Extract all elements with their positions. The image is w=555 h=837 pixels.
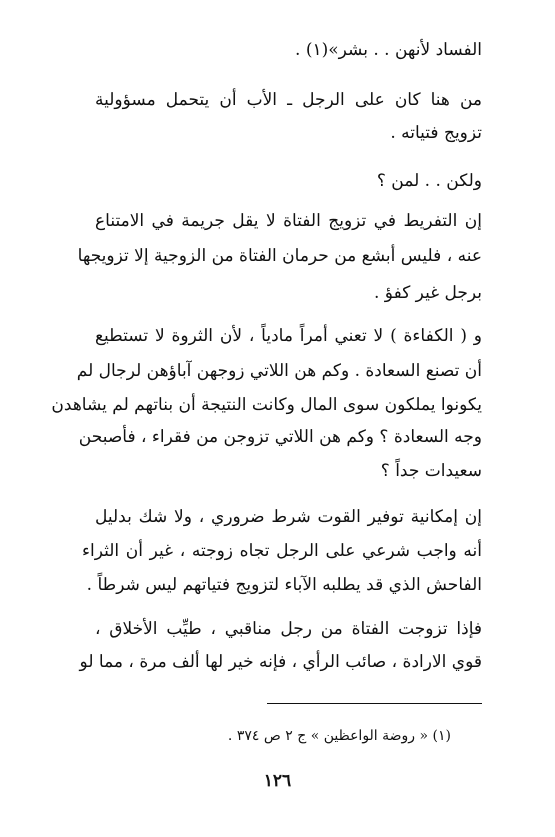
footnote-divider	[267, 703, 482, 704]
text-line: وجه السعادة ؟ وكم هن اللاتي تزوجن من فقراء ، فأصبحن	[78, 427, 482, 447]
text-line: قوي الارادة ، صائب الرأي ، فإنه خير لها ألف مرة ، مما لو	[79, 652, 482, 672]
text-line: أنه واجب شرعي على الرجل تجاه زوجته ، غير أن الثراء	[82, 541, 482, 561]
text-line: الفاحش الذي قد يطلبه الآباء لتزويج فتياتهم ليس شرطاً .	[86, 575, 482, 595]
text-line: الفساد لأنهن . . بشر»(١) .	[295, 40, 482, 60]
text-line: تزويج فتياته .	[390, 123, 482, 143]
text-line: أن تصنع السعادة . وكم هن اللاتي زوجهن آباؤهن لرجال لم	[76, 361, 482, 381]
text-line: إن التفريط في تزويج الفتاة لا يقل جريمة في الامتناع	[95, 211, 482, 231]
text-line: ولكن . . لمن ؟	[376, 171, 482, 191]
page-number: ١٢٦	[263, 771, 292, 791]
footnote: (١) « روضة الواعظين » ج ٢ ص ٣٧٤ .	[227, 728, 451, 744]
text-line: برجل غير كفؤ .	[374, 283, 482, 303]
text-line: فإذا تزوجت الفتاة من رجل مناقبي ، طيِّب الأخلاق ،	[95, 619, 482, 639]
text-line: يكونوا يملكون سوى المال وكانت النتيجة أن بناتهم لم يشاهدن	[51, 395, 482, 415]
text-line: إن إمكانية توفير القوت شرط ضروري ، ولا شك بدليل	[95, 507, 482, 527]
text-line: و ( الكفاءة ) لا تعني أمراً مادياً ، لأن الثروة لا تستطيع	[95, 326, 482, 346]
text-line: عنه ، فليس أبشع من حرمان الفتاة من الزوجية إلا تزويجها	[77, 246, 482, 266]
text-line: سعيدات جداً ؟	[380, 461, 482, 481]
text-line: من هنا كان على الرجل ـ الأب أن يتحمل مسؤولية	[95, 90, 482, 110]
